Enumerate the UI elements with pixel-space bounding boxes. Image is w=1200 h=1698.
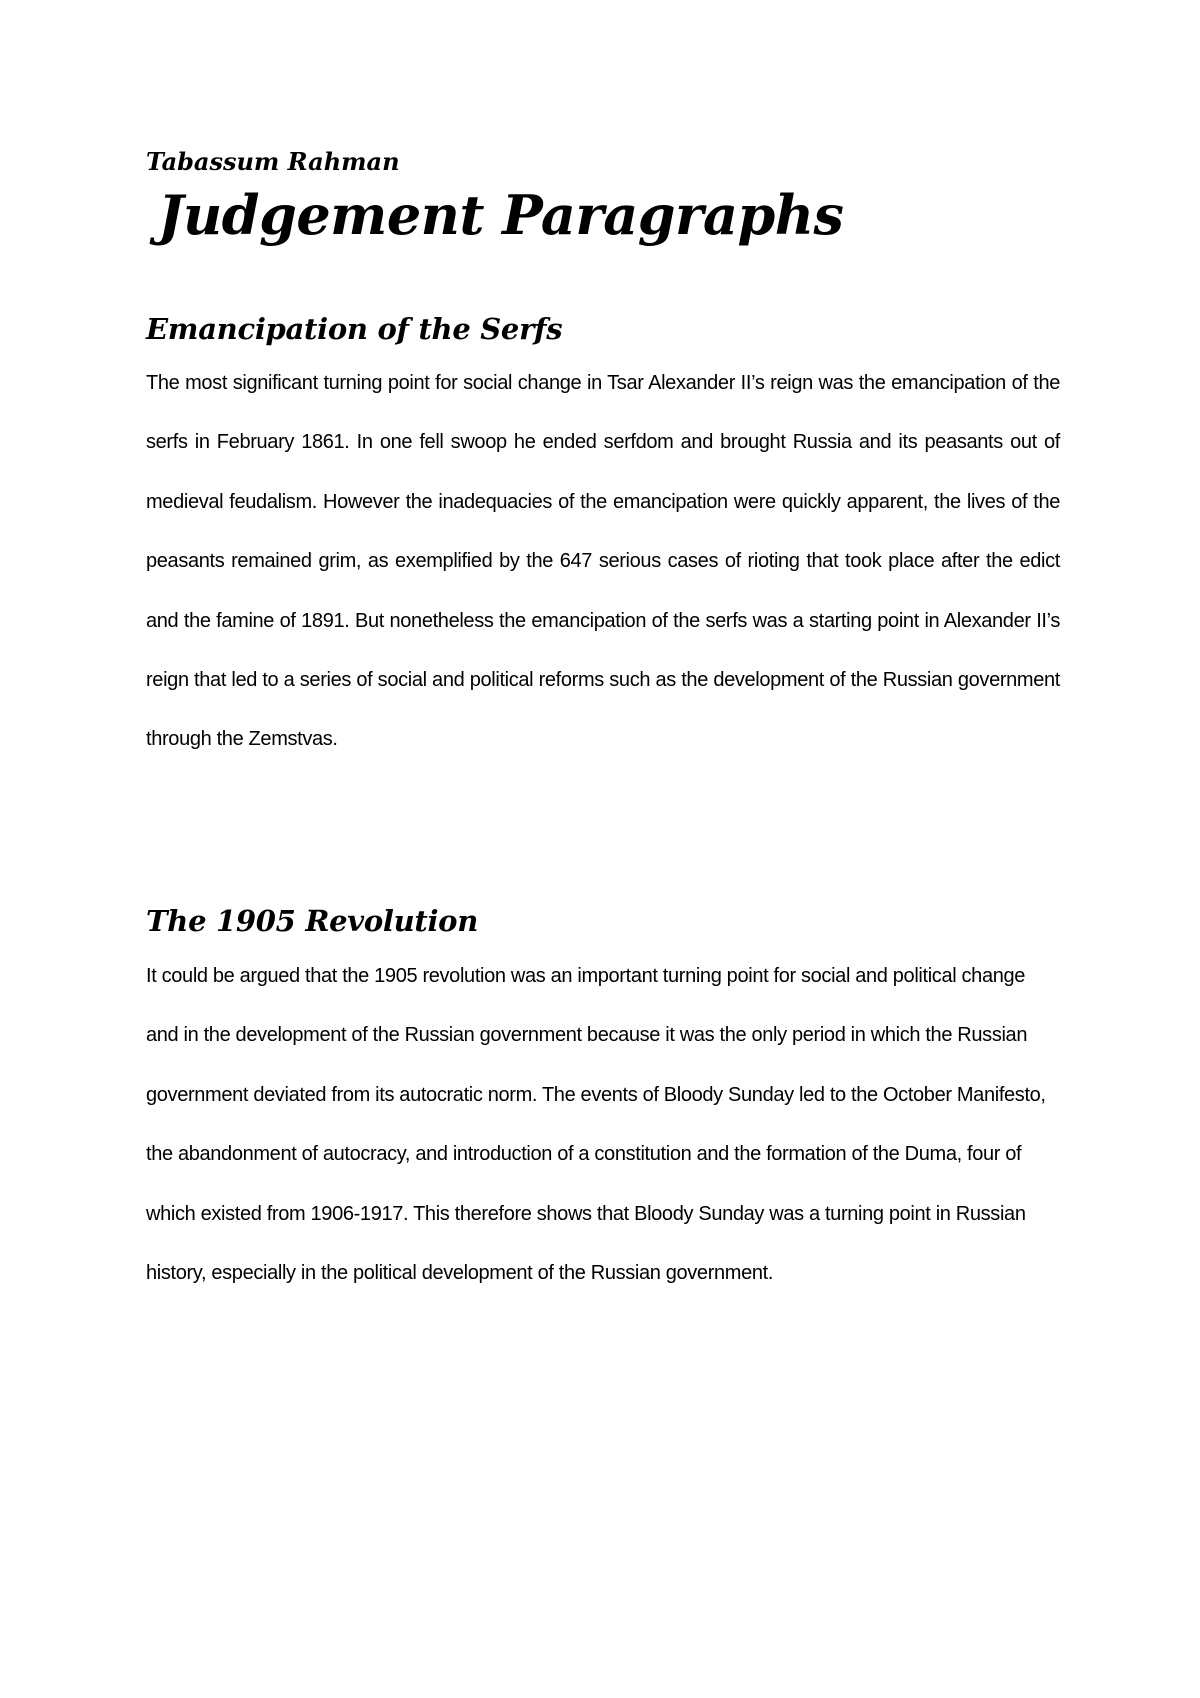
section-body-emancipation: The most significant turning point for social change in Tsar Alexander II’s reign was the emancipation of the serfs in February 1861. In one fell swoop he ended serfdom and brought Russia and its peasants out of medieval feudalism. However the inadequacies of the emancipation were quickly apparent, the lives of the peasants remained grim, as exemplified by the 647 serious cases of rioting that took place after the edict and the famine of 1891. But nonetheless the emancipation of the serfs was a starting point in Alexander II’s reign that led to a series of social and political reforms such as the development of the Russian government through the Zemstvas.	[146, 372, 1060, 751]
section-heading-1905-revolution: The 1905 Revolution	[146, 904, 479, 938]
document-title: Judgement Paragraphs	[158, 183, 844, 247]
section-heading-emancipation: Emancipation of the Serfs	[146, 312, 563, 346]
author-name: Tabassum Rahman	[146, 147, 400, 176]
section-body-1905-revolution: It could be argued that the 1905 revolution was an important turning point for social and political change and in the development of the Russian government because it was the only period in which the Russian government deviated from its autocratic norm. The events of Bloody Sunday led to the October Manifesto, the abandonment of autocracy, and introduction of a constitution and the formation of the Duma, four of which existed from 1906-1917. This therefore shows that Bloody Sunday was a turning point in Russian history, especially in the political development of the Russian government.	[146, 965, 1046, 1285]
